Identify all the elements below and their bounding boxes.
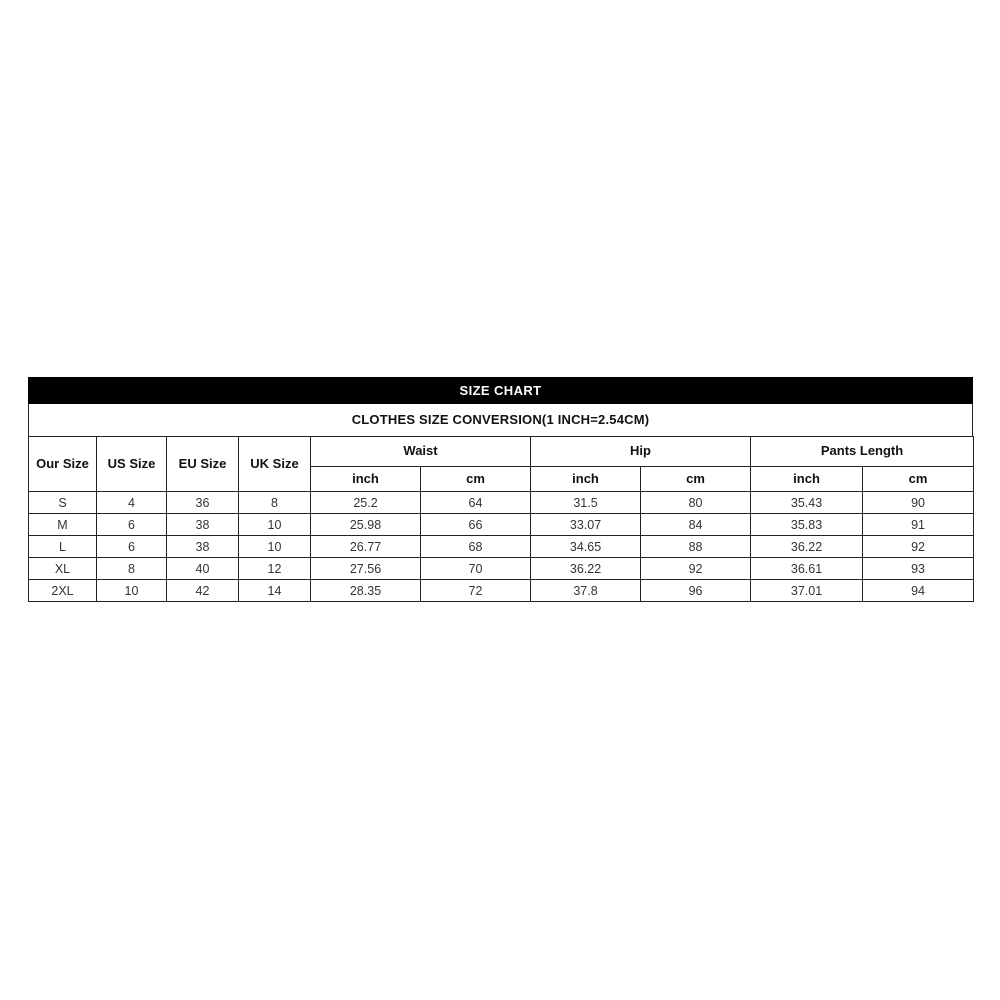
table-cell: 92 xyxy=(641,558,751,580)
table-cell: 84 xyxy=(641,514,751,536)
table-cell: 28.35 xyxy=(311,580,421,602)
table-cell: 34.65 xyxy=(531,536,641,558)
table-cell: 70 xyxy=(421,558,531,580)
table-cell: 6 xyxy=(97,514,167,536)
title-bar-label: SIZE CHART xyxy=(459,383,542,398)
table-cell: 37.8 xyxy=(531,580,641,602)
col-header-waist-inch: inch xyxy=(311,467,421,492)
table-cell: 35.43 xyxy=(751,492,863,514)
table-cell: 64 xyxy=(421,492,531,514)
table-cell: 31.5 xyxy=(531,492,641,514)
table-cell: 40 xyxy=(167,558,239,580)
subtitle-label: CLOTHES SIZE CONVERSION(1 INCH=2.54CM) xyxy=(351,412,650,427)
table-cell: 68 xyxy=(421,536,531,558)
table-cell: 91 xyxy=(863,514,974,536)
table-cell: 37.01 xyxy=(751,580,863,602)
col-header-our-size: Our Size xyxy=(29,437,97,492)
table-cell: 2XL xyxy=(29,580,97,602)
col-header-waist-cm: cm xyxy=(421,467,531,492)
table-cell: 10 xyxy=(239,514,311,536)
table-cell: 12 xyxy=(239,558,311,580)
table-cell: 27.56 xyxy=(311,558,421,580)
table-row xyxy=(29,580,974,602)
table-cell: 25.2 xyxy=(311,492,421,514)
table-cell: 36.22 xyxy=(531,558,641,580)
table-cell: 4 xyxy=(97,492,167,514)
table-cell: 6 xyxy=(97,536,167,558)
table-cell: 72 xyxy=(421,580,531,602)
table-cell: 88 xyxy=(641,536,751,558)
table-row xyxy=(29,514,974,536)
table-cell: 38 xyxy=(167,536,239,558)
col-group-hip: Hip xyxy=(531,437,751,467)
table-cell: S xyxy=(29,492,97,514)
col-header-us-size: US Size xyxy=(97,437,167,492)
table-cell: 42 xyxy=(167,580,239,602)
table-cell: 36 xyxy=(167,492,239,514)
table-cell: 38 xyxy=(167,514,239,536)
table-cell: 66 xyxy=(421,514,531,536)
col-header-pants-inch: inch xyxy=(751,467,863,492)
table-row xyxy=(29,558,974,580)
table-cell: 33.07 xyxy=(531,514,641,536)
col-header-uk-size: UK Size xyxy=(239,437,311,492)
col-group-waist: Waist xyxy=(311,437,531,467)
table-row xyxy=(29,536,974,558)
size-table-header xyxy=(29,437,974,492)
table-cell: 90 xyxy=(863,492,974,514)
col-group-pants-length: Pants Length xyxy=(751,437,974,467)
title-bar xyxy=(28,377,973,404)
table-cell: 10 xyxy=(239,536,311,558)
size-table-body xyxy=(29,492,974,602)
table-cell: 96 xyxy=(641,580,751,602)
table-cell: M xyxy=(29,514,97,536)
size-chart-panel xyxy=(28,377,973,602)
table-cell: XL xyxy=(29,558,97,580)
col-header-eu-size: EU Size xyxy=(167,437,239,492)
table-cell: 36.61 xyxy=(751,558,863,580)
table-cell: 93 xyxy=(863,558,974,580)
table-cell: 92 xyxy=(863,536,974,558)
table-cell: 14 xyxy=(239,580,311,602)
table-cell: 8 xyxy=(239,492,311,514)
subtitle-row xyxy=(28,404,973,436)
table-cell: 8 xyxy=(97,558,167,580)
table-cell: 80 xyxy=(641,492,751,514)
col-header-pants-cm: cm xyxy=(863,467,974,492)
table-cell: 36.22 xyxy=(751,536,863,558)
table-cell: 26.77 xyxy=(311,536,421,558)
size-table xyxy=(28,436,974,602)
table-cell: 94 xyxy=(863,580,974,602)
table-cell: L xyxy=(29,536,97,558)
col-header-hip-cm: cm xyxy=(641,467,751,492)
table-cell: 10 xyxy=(97,580,167,602)
table-cell: 35.83 xyxy=(751,514,863,536)
header-row-top xyxy=(29,437,974,467)
table-cell: 25.98 xyxy=(311,514,421,536)
col-header-hip-inch: inch xyxy=(531,467,641,492)
table-row xyxy=(29,492,974,514)
